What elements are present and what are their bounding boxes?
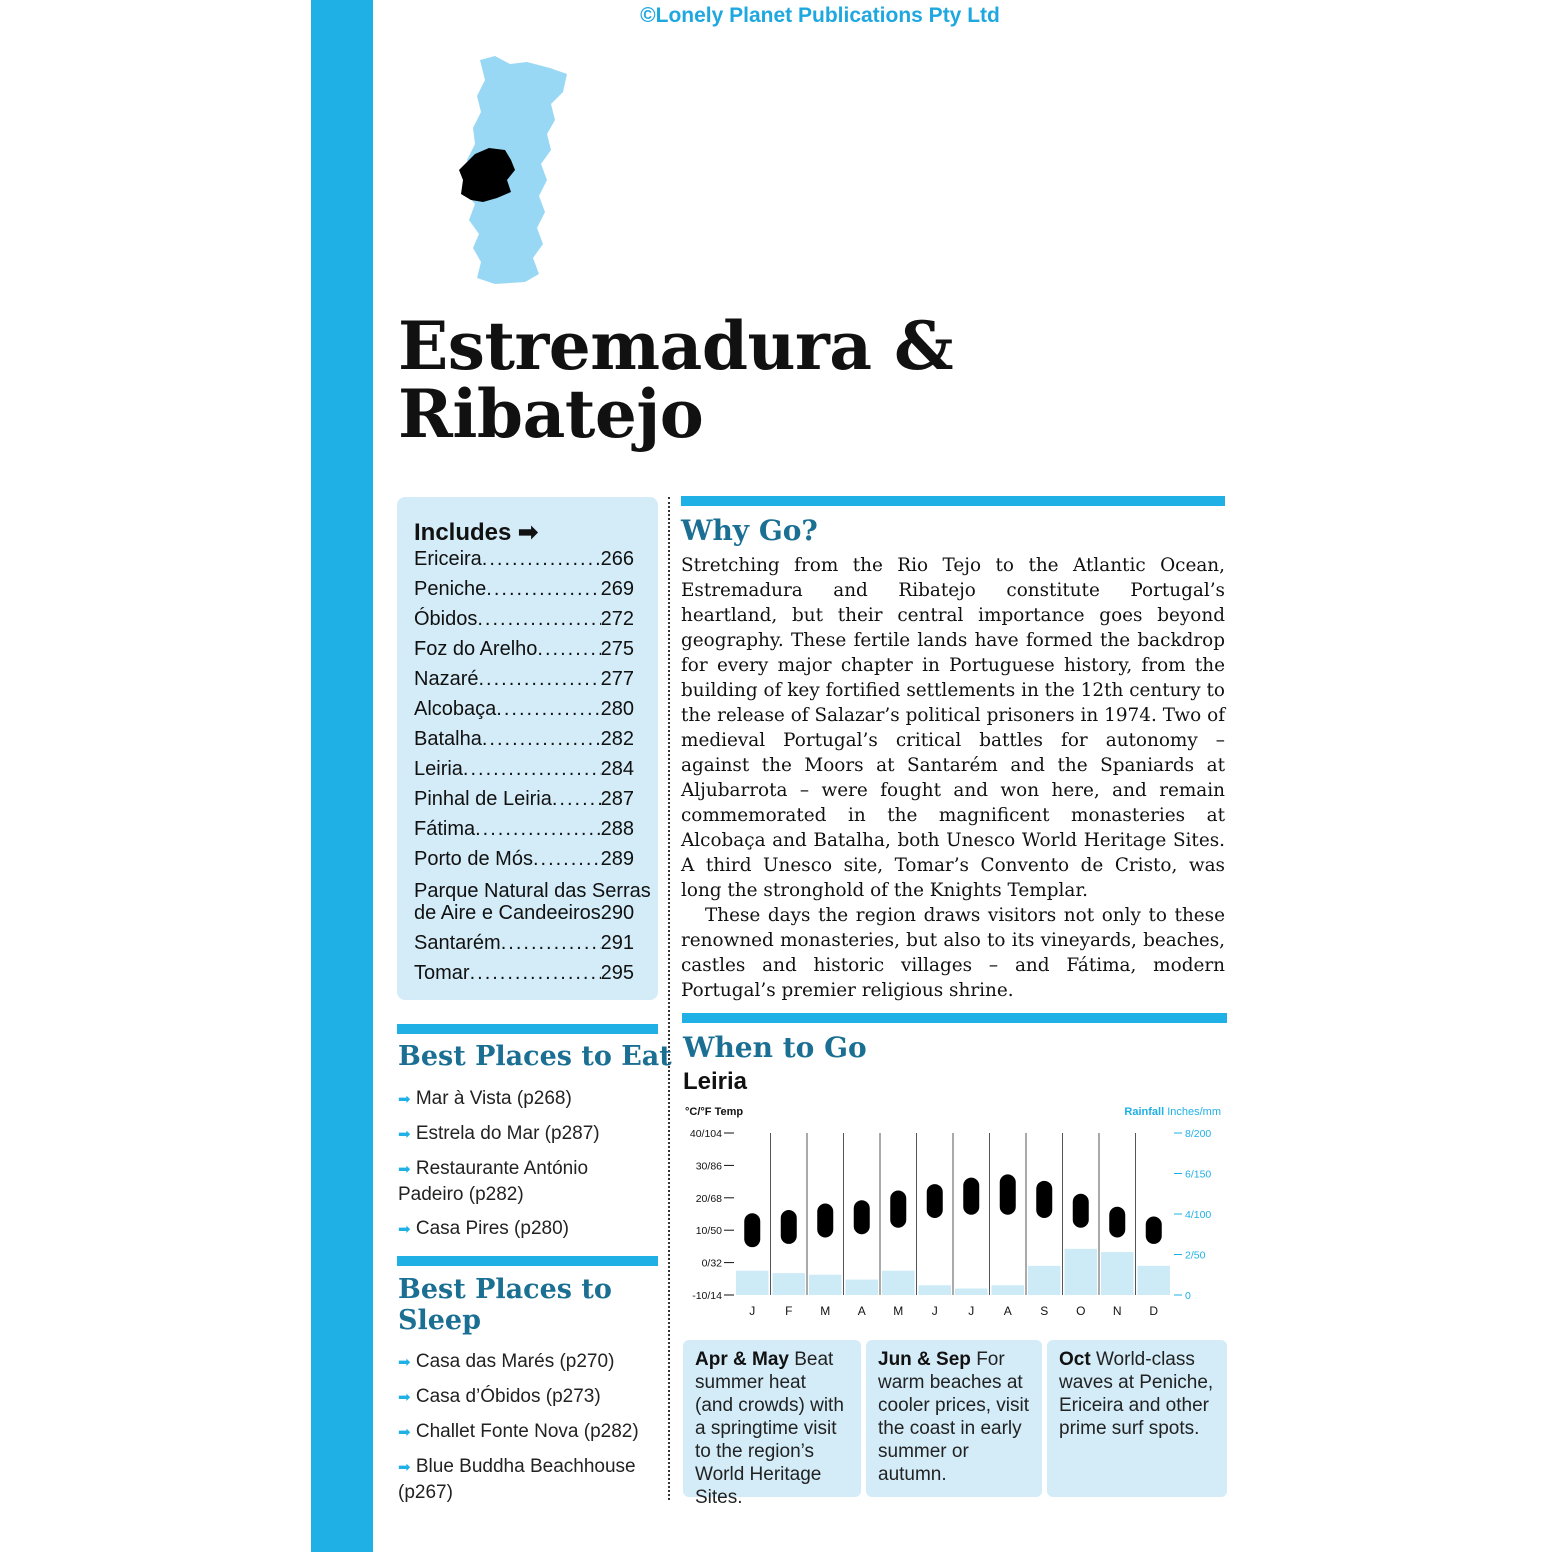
portugal-map bbox=[455, 52, 575, 292]
includes-item[interactable]: Fátima ..... 288 bbox=[414, 818, 634, 841]
title-line-1: Estremadura & bbox=[398, 307, 954, 385]
rainfall-bar bbox=[1028, 1266, 1061, 1295]
when-to-go-heading: When to Go bbox=[683, 1031, 867, 1064]
page-title bbox=[398, 307, 954, 453]
rainfall-bar bbox=[1138, 1266, 1171, 1295]
rainfall-bar bbox=[882, 1271, 915, 1295]
rain-tick-label: 0 bbox=[1185, 1290, 1191, 1302]
arrow-icon: ➡ bbox=[398, 1221, 411, 1238]
month-label: J bbox=[931, 1304, 938, 1318]
temperature-range bbox=[963, 1178, 979, 1215]
temp-axis-label: °C/°F Temp bbox=[685, 1106, 744, 1118]
arrow-icon: ➡ bbox=[398, 1389, 411, 1406]
temp-tick-label: 0/32 bbox=[701, 1257, 722, 1270]
tip-card: Oct World-class waves at Peniche, Ericeira and other prime surf spots. bbox=[1047, 1340, 1227, 1497]
arrow-icon: ➡ bbox=[398, 1126, 411, 1143]
climate-chart bbox=[682, 1100, 1227, 1330]
temperature-range bbox=[854, 1200, 870, 1234]
best-eat-item[interactable]: ➡ Casa Pires (p280) bbox=[398, 1218, 569, 1239]
month-label: S bbox=[1040, 1304, 1049, 1318]
rain-tick-label: 8/200 bbox=[1185, 1128, 1212, 1140]
side-color-bar bbox=[311, 0, 373, 1552]
temperature-range bbox=[927, 1184, 943, 1218]
best-sleep-rule bbox=[397, 1256, 658, 1266]
temp-tick-label: 20/68 bbox=[695, 1192, 722, 1205]
includes-item[interactable]: Alcobaça ..... 280 bbox=[414, 698, 634, 721]
includes-item[interactable]: Santarém ..... 291 bbox=[414, 932, 634, 955]
best-sleep-item[interactable]: ➡ Challet Fonte Nova (p282) bbox=[398, 1421, 639, 1442]
column-divider bbox=[668, 497, 670, 1500]
temperature-range bbox=[1073, 1194, 1089, 1228]
rain-tick-label: 2/50 bbox=[1185, 1249, 1206, 1262]
when-to-go-rule bbox=[682, 1013, 1227, 1023]
tip-card: Apr & May Beat summer heat (and crowds) with a springtime visit to the region’s World Heritage Sites. bbox=[683, 1340, 861, 1497]
chart-city-title: Leiria bbox=[683, 1068, 748, 1095]
includes-item[interactable]: Foz do Arelho ..... 275 bbox=[414, 638, 634, 661]
why-go-rule bbox=[681, 496, 1225, 506]
arrow-icon: ➡ bbox=[398, 1424, 411, 1441]
best-sleep-heading: Best Places to Sleep bbox=[398, 1274, 612, 1336]
includes-item[interactable]: Leiria ..... 284 bbox=[414, 758, 634, 781]
arrow-icon: ➡ bbox=[398, 1161, 411, 1178]
temp-tick-label: 40/104 bbox=[689, 1128, 722, 1140]
best-sleep-list bbox=[398, 1349, 658, 1514]
includes-item[interactable]: Batalha ..... 282 bbox=[414, 728, 634, 751]
best-eat-heading: Best Places to Eat bbox=[398, 1041, 672, 1072]
rainfall-bar bbox=[736, 1271, 769, 1295]
includes-item[interactable]: Óbidos ..... 272 bbox=[414, 608, 634, 631]
best-sleep-item[interactable]: ➡ Casa d’Óbidos (p273) bbox=[398, 1386, 601, 1407]
temperature-range bbox=[817, 1204, 833, 1238]
why-go-heading: Why Go? bbox=[681, 514, 818, 547]
includes-item[interactable]: de Aire e Candeeiros 290 bbox=[414, 902, 635, 924]
temperature-range bbox=[890, 1191, 906, 1228]
why-go-paragraph-2: These days the region draws visitors not only to these renowned monasteries, but also to its vineyards, beaches, castles and historic villages – and Fátima, modern Portugal’s premier religious shrine. bbox=[681, 905, 1225, 1001]
rainfall-bar bbox=[955, 1289, 988, 1295]
temperature-range bbox=[1146, 1216, 1162, 1243]
best-sleep-item[interactable]: ➡ Blue Buddha Beachhouse (p267) bbox=[398, 1456, 636, 1503]
includes-item[interactable]: Peniche ..... 269 bbox=[414, 578, 634, 601]
temperature-range bbox=[744, 1213, 760, 1247]
month-label: N bbox=[1112, 1304, 1122, 1318]
why-go-paragraph-1: Stretching from the Rio Tejo to the Atlantic Ocean, Estremadura and Ribatejo constitute Portugal’s heartland, but their central importance goes beyond geography. These fertile lands have formed the backdrop for every major chapter in Portuguese history, from the building of key fortified settlements in the 12th century to the release of Salazar’s political prisoners in 1974. Two of medieval Portugal’s critical battles for autonomy – against the Moors at Santarém and the Spaniards at Aljubarrota – were fought and won here, and remain commemorated in the magnificent monasteries at Alcobaça and Batalha, both Unesco World Heritage Sites. A third Unesco site, Tomar’s Convento de Cristo, was long the stronghold of the Knights Templar. bbox=[681, 555, 1225, 901]
rainfall-bar bbox=[1101, 1252, 1134, 1295]
temperature-range bbox=[1109, 1207, 1125, 1238]
month-label: M bbox=[820, 1304, 831, 1318]
includes-item[interactable]: Porto de Mós ..... 289 bbox=[414, 848, 634, 871]
rainfall-bar bbox=[773, 1273, 806, 1295]
rainfall-bar bbox=[1065, 1249, 1098, 1295]
best-eat-list bbox=[398, 1086, 658, 1251]
rainfall-bar bbox=[919, 1285, 952, 1295]
includes-item[interactable]: Tomar ..... 295 bbox=[414, 962, 634, 985]
best-eat-item[interactable]: ➡ Mar à Vista (p268) bbox=[398, 1088, 572, 1109]
rain-axis-label: Rainfall Inches/mm bbox=[1124, 1106, 1221, 1118]
month-label: A bbox=[1003, 1304, 1012, 1318]
month-label: A bbox=[857, 1304, 866, 1318]
best-eat-rule bbox=[397, 1024, 658, 1034]
includes-heading: Includes ➡ bbox=[414, 519, 539, 546]
copyright-notice: ©Lonely Planet Publications Pty Ltd bbox=[640, 4, 1000, 27]
month-label: O bbox=[1076, 1304, 1086, 1318]
temp-tick-label: -10/14 bbox=[692, 1290, 722, 1302]
month-label: M bbox=[893, 1304, 904, 1318]
rainfall-bar bbox=[809, 1275, 842, 1295]
best-eat-item[interactable]: ➡ Restaurante António Padeiro (p282) bbox=[398, 1158, 589, 1205]
month-label: F bbox=[785, 1304, 793, 1318]
temperature-range bbox=[781, 1210, 797, 1244]
rainfall-bar bbox=[992, 1285, 1025, 1295]
rain-tick-label: 4/100 bbox=[1185, 1209, 1212, 1221]
tip-card: Jun & Sep For warm beaches at cooler prices, visit the coast in early summer or autumn. bbox=[866, 1340, 1042, 1497]
month-label: J bbox=[968, 1304, 975, 1318]
title-line-2: Ribatejo bbox=[398, 375, 704, 453]
temp-tick-label: 30/86 bbox=[695, 1160, 722, 1173]
why-go-body bbox=[681, 553, 1225, 1003]
month-label: J bbox=[749, 1304, 756, 1318]
includes-item[interactable]: Ericeira ..... 266 bbox=[414, 548, 634, 571]
rain-tick-label: 6/150 bbox=[1185, 1168, 1212, 1181]
best-sleep-item[interactable]: ➡ Casa das Marés (p270) bbox=[398, 1351, 615, 1372]
includes-item[interactable]: Parque Natural das Serras bbox=[414, 880, 651, 902]
temperature-range bbox=[1000, 1174, 1016, 1214]
arrow-icon: ➡ bbox=[398, 1354, 411, 1371]
arrow-icon: ➡ bbox=[398, 1091, 411, 1108]
rainfall-bar bbox=[846, 1280, 879, 1295]
temperature-range bbox=[1036, 1181, 1052, 1218]
includes-item[interactable]: Nazaré ..... 277 bbox=[414, 668, 634, 691]
month-label: D bbox=[1149, 1304, 1159, 1318]
temp-tick-label: 10/50 bbox=[695, 1225, 722, 1238]
best-eat-item[interactable]: ➡ Estrela do Mar (p287) bbox=[398, 1123, 600, 1144]
includes-item[interactable]: Pinhal de Leiria ..... 287 bbox=[414, 788, 634, 811]
arrow-icon: ➡ bbox=[398, 1459, 411, 1476]
